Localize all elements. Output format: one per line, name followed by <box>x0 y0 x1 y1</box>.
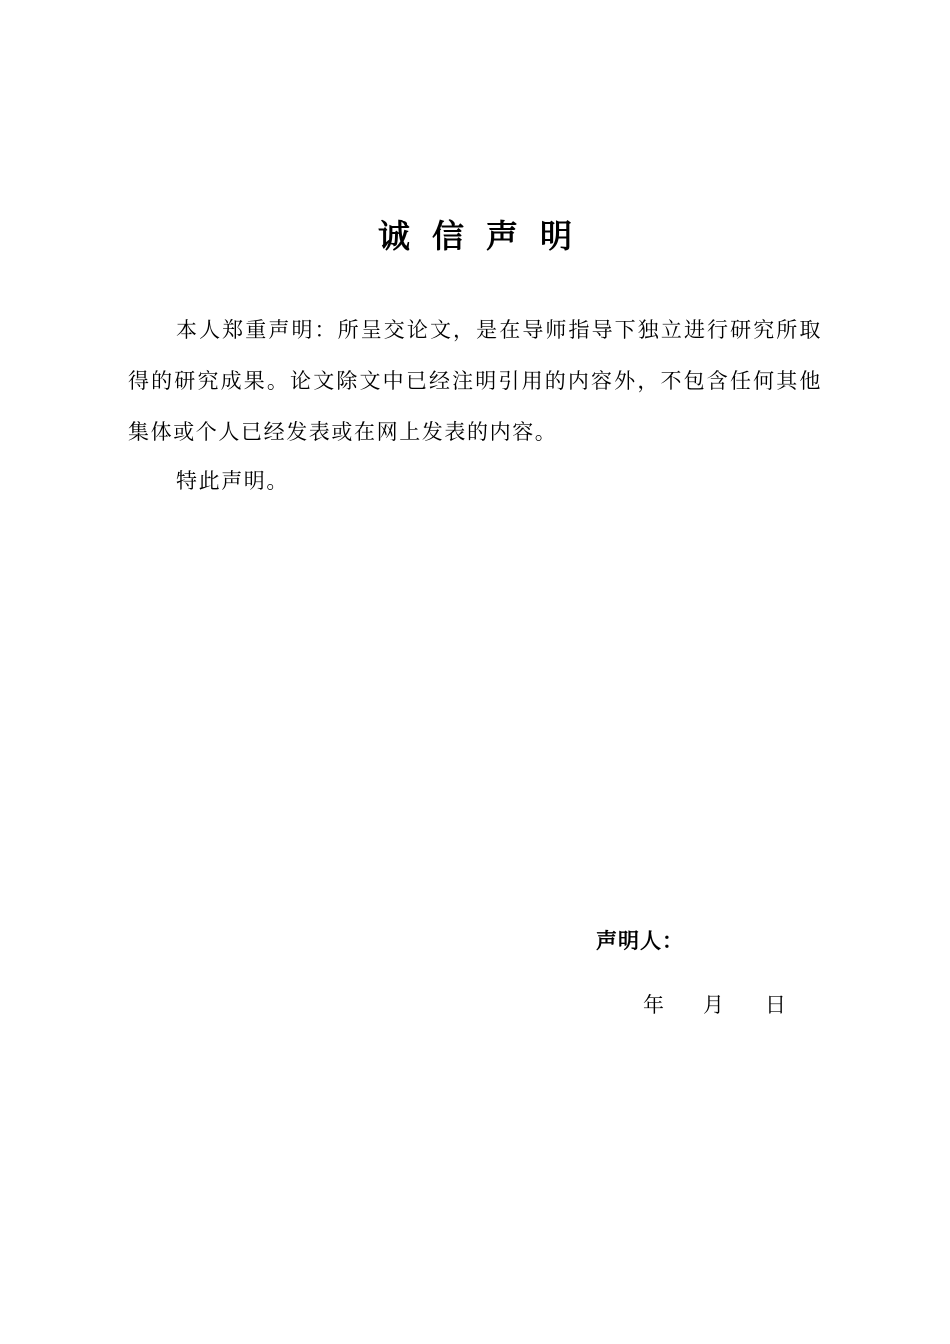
signature-label: 声明人： <box>596 928 684 953</box>
closing-paragraph: 特此声明。 <box>176 469 289 493</box>
date-month-label: 月 <box>703 993 724 1017</box>
date-year-label: 年 <box>643 993 664 1017</box>
declaration-paragraph: 本人郑重声明：所呈交论文，是在导师指导下独立进行研究所取得的研究成果。论文除文中已经注明引用的内容外，不包含任何其他集体或个人已经发表或在网上发表的内容。 <box>128 318 822 444</box>
page-title: 诚信声明 <box>377 217 594 255</box>
date-day-label: 日 <box>765 993 786 1017</box>
